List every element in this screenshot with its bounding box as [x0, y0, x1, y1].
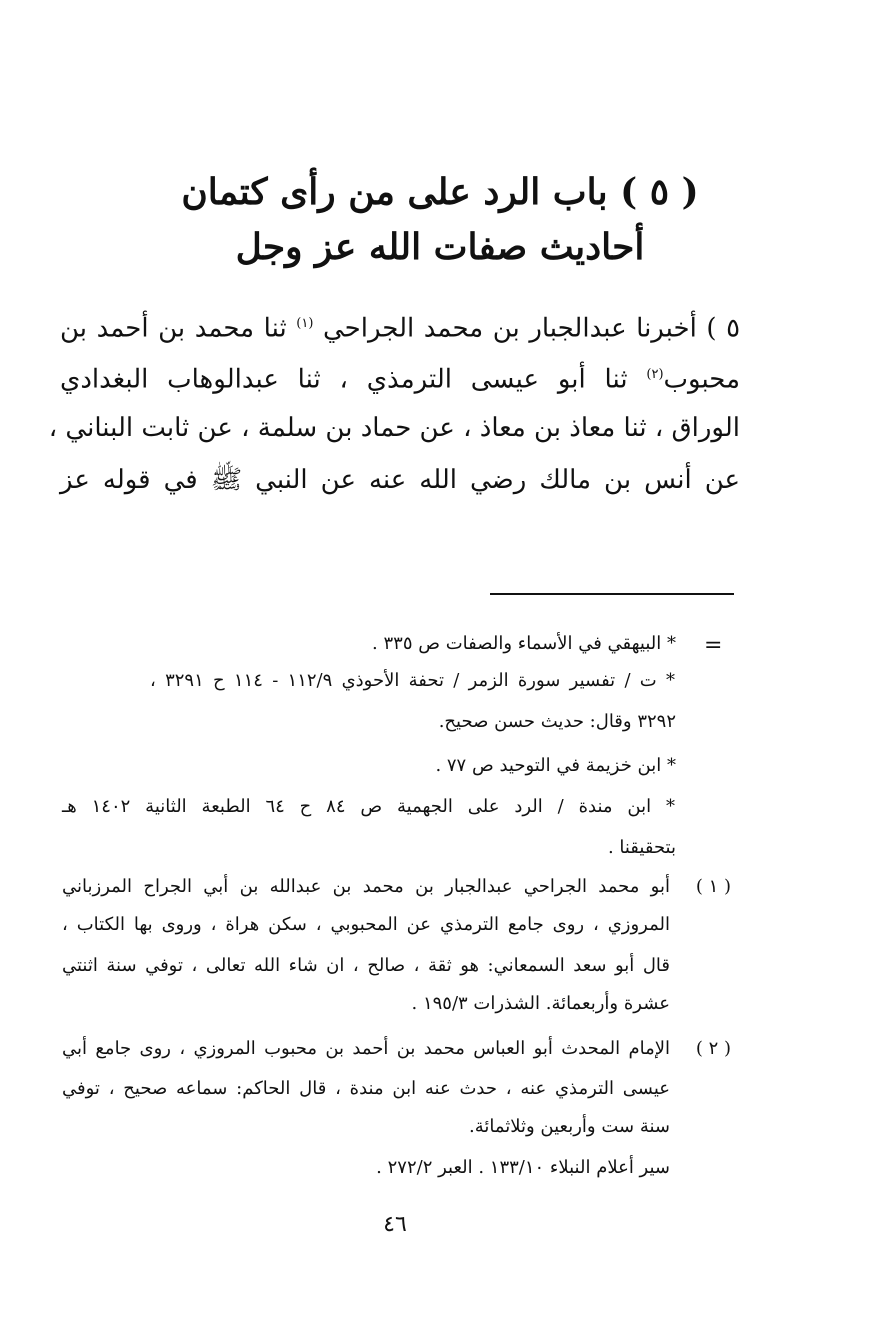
source-line: * ابن مندة / الرد على الجهمية ص ٨٤ ح ٦٤ الطبعة الثانية ١٤٠٢ هـ: [62, 796, 675, 817]
footnote-ref-2: (٢): [646, 367, 664, 382]
hadith-text: محبوب: [663, 364, 740, 395]
footnote-1-line: قال أبو سعد السمعاني: هو ثقة ، صالح ، ان شاء الله تعالى ، توفي سنة اثنتي: [62, 955, 670, 976]
source-line: بتحقيقنا .: [607, 837, 676, 858]
hadith-line-1: [60, 304, 740, 349]
chapter-title-line-2: أحاديث صفات الله عز وجل: [235, 226, 645, 268]
source-line: * البيهقي في الأسماء والصفات ص ٣٣٥ .: [372, 633, 676, 654]
source-line: * ت / تفسير سورة الزمر / تحفة الأحوذي ١١٢/٩ - ١١٤ ح ٣٢٩١ ،: [150, 670, 675, 691]
footnote-2-line: عيسى الترمذي عنه ، حدث عنه ابن مندة ، قال الحاكم: سماعه صحيح ، توفي: [62, 1078, 670, 1099]
continuation-mark: =: [704, 633, 723, 658]
footnote-2-line: سنة ست وأربعين وثلاثمائة.: [468, 1116, 670, 1137]
footnote-1-line: أبو محمد الجراحي عبدالجبار بن محمد بن عبدالله بن أبي الجراح المرزباني: [62, 876, 670, 897]
hadith-line-2: [60, 355, 740, 400]
hadith-text: ثنا أبو عيسى الترمذي ، ثنا عبدالوهاب البغدادي: [60, 364, 628, 395]
footnote-separator: [490, 593, 734, 595]
source-line: * ابن خزيمة في التوحيد ص ٧٧ .: [435, 755, 676, 776]
footnote-1-line: عشرة وأربعمائة. الشذرات ١٩٥/٣ .: [411, 993, 670, 1014]
page-number: ٤٦: [383, 1212, 407, 1237]
footnote-2-line: سير أعلام النبلاء ١٣٣/١٠ . العبر ٢٧٢/٢ .: [376, 1157, 670, 1178]
footnote-2-line: الإمام المحدث أبو العباس محمد بن أحمد بن محبوب المروزي ، روى جامع أبي: [62, 1038, 670, 1059]
footnote-ref-1: (١): [296, 316, 314, 331]
footnote-marker-1: ( ١ ): [695, 876, 731, 897]
source-line: ٣٢٩٢ وقال: حديث حسن صحيح.: [438, 711, 676, 732]
footnote-marker-2: ( ٢ ): [695, 1038, 731, 1059]
chapter-title-line-1: ( ٥ ) باب الرد على من رأى كتمان: [181, 171, 699, 213]
hadith-line-3: الوراق ، ثنا معاذ بن معاذ ، عن حماد بن سلمة ، عن ثابت البناني ،: [48, 413, 740, 443]
footnote-1-line: المروزي ، روى جامع الترمذي عن المحبوبي ، سكن هراة ، وروى بها الكتاب ،: [62, 914, 670, 935]
hadith-text: ٥ ) أخبرنا عبدالجبار بن محمد الجراحي: [322, 313, 741, 344]
hadith-line-4: عن أنس بن مالك رضي الله عنه عن النبي ﷺ في قوله عز: [60, 465, 740, 495]
hadith-text: ثنا محمد بن أحمد بن: [60, 313, 287, 344]
